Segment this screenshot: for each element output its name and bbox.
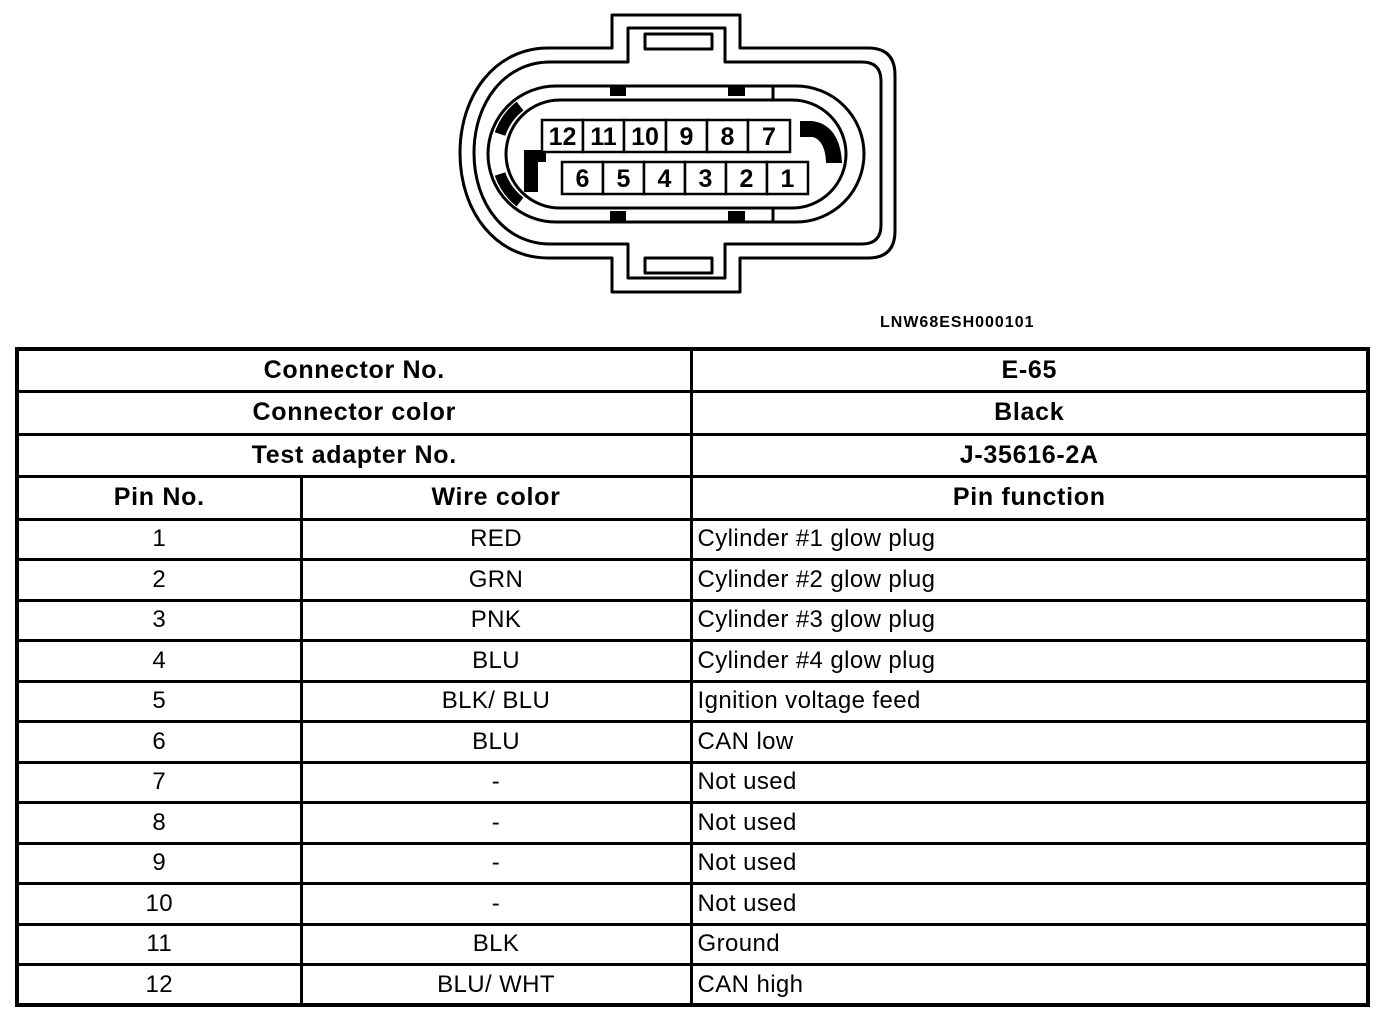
info-value-connector-no: E-65 [691, 349, 1368, 392]
wire-color-cell: - [301, 884, 691, 925]
pin-function-cell: Ground [691, 924, 1368, 965]
pin-function-cell: Not used [691, 843, 1368, 884]
info-label-connector-color: Connector color [17, 392, 691, 435]
lock-mark-bottom-left [610, 211, 626, 222]
pin-number-cell: 8 [17, 803, 301, 844]
pin-label-8: 8 [720, 123, 735, 151]
pin-label-7: 7 [762, 123, 776, 151]
pin-number-cell: 6 [17, 722, 301, 763]
pin-label-6: 6 [575, 165, 590, 193]
wire-color-cell: BLK/ BLU [301, 681, 691, 722]
key-block-left [524, 150, 546, 192]
pin-number-cell: 11 [17, 924, 301, 965]
pin-label-12: 12 [548, 123, 577, 151]
pin-number-cell: 12 [17, 965, 301, 1006]
terminal-lock-marks [610, 85, 745, 222]
pin-label-5: 5 [616, 165, 631, 193]
wire-color-cell: BLU [301, 722, 691, 763]
info-row-connector-color [17, 392, 1368, 435]
pin-label-1: 1 [780, 165, 795, 193]
pin-function-cell: Cylinder #3 glow plug [691, 600, 1368, 641]
info-value-connector-color: Black [691, 392, 1368, 435]
header-wire-color: Wire color [301, 477, 691, 520]
pin-label-11: 11 [590, 123, 617, 151]
pin-number-cell: 2 [17, 560, 301, 601]
pin-row [17, 924, 1368, 965]
lock-mark-top-left [610, 85, 626, 96]
pin-label-4: 4 [657, 165, 672, 193]
lock-mark-bottom-right [728, 211, 745, 222]
wire-color-cell: BLU/ WHT [301, 965, 691, 1006]
pin-cavities-bottom-row [562, 162, 808, 194]
header-pin-no: Pin No. [17, 477, 301, 520]
info-value-test-adapter: J-35616-2A [691, 434, 1368, 477]
latch-bottom [645, 258, 712, 273]
figure-id-label: LNW68ESH000101 [880, 314, 1035, 331]
pin-row [17, 681, 1368, 722]
pin-number-cell: 3 [17, 600, 301, 641]
wire-color-cell: - [301, 762, 691, 803]
wire-color-cell: PNK [301, 600, 691, 641]
pin-row [17, 843, 1368, 884]
pin-row [17, 560, 1368, 601]
lock-mark-top-right [728, 85, 745, 96]
column-header-row [17, 477, 1368, 520]
wire-color-cell: BLK [301, 924, 691, 965]
wire-color-cell: GRN [301, 560, 691, 601]
wire-color-cell: - [301, 843, 691, 884]
connector-diagram [0, 0, 1392, 340]
pin-row [17, 762, 1368, 803]
pin-row [17, 600, 1368, 641]
wire-color-cell: BLU [301, 641, 691, 682]
wire-color-cell: - [301, 803, 691, 844]
pin-function-cell: CAN high [691, 965, 1368, 1006]
pin-number-cell: 4 [17, 641, 301, 682]
info-row-test-adapter [17, 434, 1368, 477]
pin-number-cell: 9 [17, 843, 301, 884]
pin-row [17, 803, 1368, 844]
header-pin-function: Pin function [691, 477, 1368, 520]
pin-row [17, 641, 1368, 682]
pin-function-cell: Cylinder #1 glow plug [691, 519, 1368, 560]
pin-row [17, 884, 1368, 925]
pin-row [17, 722, 1368, 763]
pin-function-cell: Not used [691, 762, 1368, 803]
connector-pinout-table [15, 347, 1370, 1007]
pin-function-cell: Not used [691, 884, 1368, 925]
latch-top [645, 34, 712, 49]
info-label-connector-no: Connector No. [17, 349, 691, 392]
pin-row [17, 965, 1368, 1006]
info-label-test-adapter: Test adapter No. [17, 434, 691, 477]
wire-color-cell: RED [301, 519, 691, 560]
info-row-connector-no [17, 349, 1368, 392]
pin-number-cell: 10 [17, 884, 301, 925]
pin-label-9: 9 [679, 123, 694, 151]
pin-label-2: 2 [739, 165, 754, 193]
pin-function-cell: Cylinder #2 glow plug [691, 560, 1368, 601]
pin-number-cell: 5 [17, 681, 301, 722]
pin-number-cell: 7 [17, 762, 301, 803]
pin-label-3: 3 [698, 165, 713, 193]
pin-function-cell: Not used [691, 803, 1368, 844]
pin-function-cell: CAN low [691, 722, 1368, 763]
pin-cavities-top-row [542, 120, 790, 152]
pin-number-cell: 1 [17, 519, 301, 560]
key-block-right [800, 121, 842, 163]
pin-function-cell: Cylinder #4 glow plug [691, 641, 1368, 682]
pin-function-cell: Ignition voltage feed [691, 681, 1368, 722]
pin-row [17, 519, 1368, 560]
pin-label-10: 10 [631, 123, 659, 151]
